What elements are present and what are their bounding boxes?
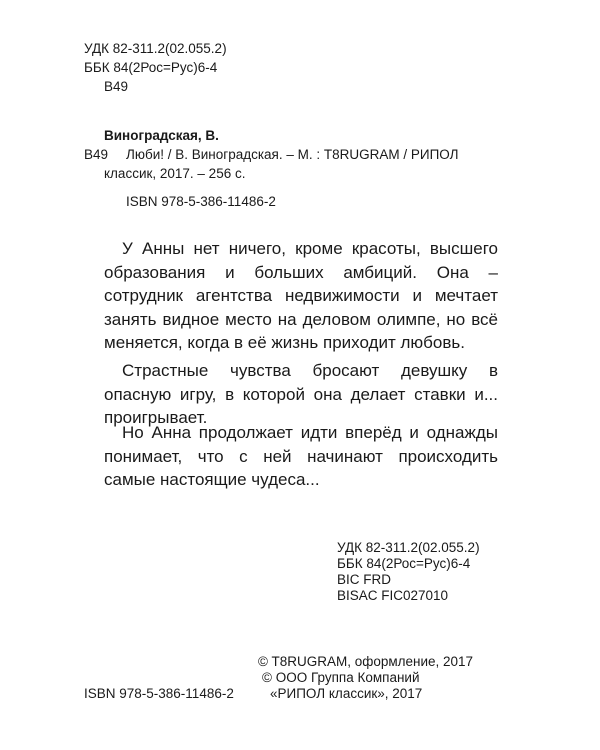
bibliography-line-2: классик, 2017. – 256 с. (104, 166, 246, 181)
top-bbk: ББК 84(2Рос=Рус)6-4 (84, 60, 218, 75)
footer-isbn: ISBN 978-5-386-11486-2 (84, 686, 234, 701)
bibliography-isbn: ISBN 978-5-386-11486-2 (126, 194, 276, 209)
annotation-paragraph-2: Страстные чувства бросают девушку в опасную игру, в которой она делает ставки и... проигрывает. (104, 361, 498, 427)
copyright-line-2: © ООО Группа Компаний (262, 670, 420, 685)
classification-bisac: BISAC FIC027010 (337, 588, 449, 603)
author-heading: Виноградская, В. (104, 128, 219, 143)
copyright-line-3: «РИПОЛ классик», 2017 (270, 686, 423, 701)
bibliography-line-1: Люби! / В. Виноградская. – М. : T8RUGRAM / РИПОЛ (126, 147, 459, 162)
classification-block (337, 540, 480, 604)
classification-bic: BIC FRD (337, 572, 391, 587)
top-udk: УДК 82-311.2(02.055.2) (84, 41, 227, 56)
classification-bbk: ББК 84(2Рос=Рус)6-4 (337, 556, 471, 571)
classification-udk: УДК 82-311.2(02.055.2) (337, 540, 480, 555)
copyright-line-1: © T8RUGRAM, оформление, 2017 (258, 654, 474, 669)
bibliography-mark: В49 (84, 147, 109, 162)
top-author-mark: В49 (104, 79, 129, 94)
annotation-paragraph-3: Но Анна продолжает идти вперёд и однажды понимает, что с ней начинают происходить самые настоящие чудеса... (104, 423, 498, 489)
annotation-paragraph-1: У Анны нет ничего, кроме красоты, высшего образования и больших амбиций. Она – сотрудник агентства недвижимости и мечтает занять видное место на деловом олимпе, но всё меняется, когда в её жизнь приходит любовь. (104, 239, 498, 352)
copyright-block (258, 654, 473, 702)
